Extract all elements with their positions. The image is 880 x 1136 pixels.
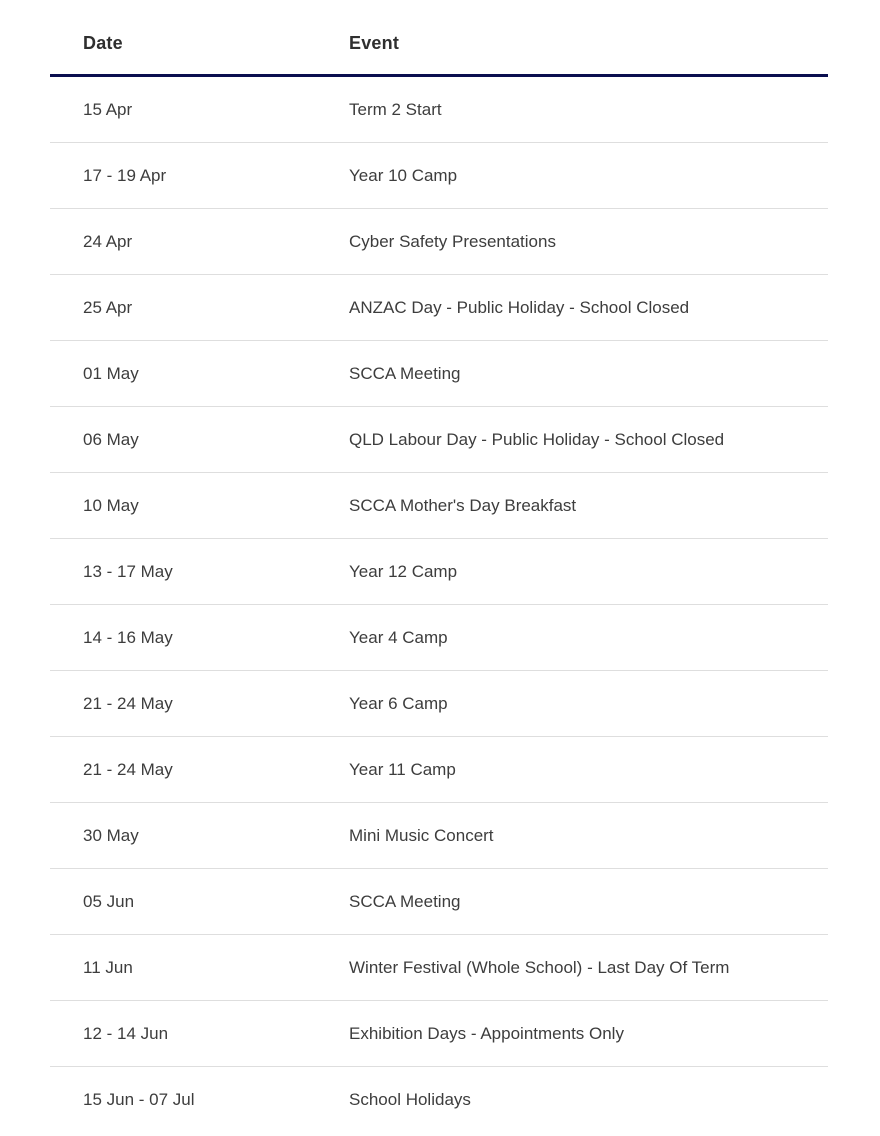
date-cell: 14 - 16 May bbox=[83, 627, 173, 647]
event-cell: Winter Festival (Whole School) - Last Day Of Term bbox=[349, 957, 730, 977]
table-row bbox=[50, 869, 828, 935]
event-cell: Cyber Safety Presentations bbox=[349, 231, 556, 251]
column-header-event: Event bbox=[349, 32, 400, 53]
date-cell: 21 - 24 May bbox=[83, 759, 173, 779]
event-cell: SCCA Mother's Day Breakfast bbox=[349, 495, 577, 515]
date-cell: 13 - 17 May bbox=[83, 561, 173, 581]
table-row bbox=[50, 407, 828, 473]
event-cell: SCCA Meeting bbox=[349, 363, 461, 383]
table-header-row bbox=[50, 0, 828, 77]
event-cell: Year 6 Camp bbox=[349, 693, 448, 713]
event-cell: Year 12 Camp bbox=[349, 561, 458, 581]
table-row bbox=[50, 143, 828, 209]
table-row bbox=[50, 77, 828, 143]
date-cell: 01 May bbox=[83, 363, 139, 383]
event-cell: QLD Labour Day - Public Holiday - School Closed bbox=[349, 429, 725, 449]
table-row bbox=[50, 275, 828, 341]
table-body bbox=[50, 77, 828, 1133]
table-row bbox=[50, 671, 828, 737]
table-row bbox=[50, 1067, 828, 1133]
date-cell: 15 Apr bbox=[83, 99, 133, 119]
date-cell: 17 - 19 Apr bbox=[83, 165, 167, 185]
event-cell: ANZAC Day - Public Holiday - School Closed bbox=[349, 297, 690, 317]
date-cell: 05 Jun bbox=[83, 891, 135, 911]
table-row bbox=[50, 935, 828, 1001]
date-cell: 24 Apr bbox=[83, 231, 133, 251]
date-cell: 06 May bbox=[83, 429, 139, 449]
table-row bbox=[50, 473, 828, 539]
table-row bbox=[50, 341, 828, 407]
date-cell: 11 Jun bbox=[83, 957, 133, 977]
date-cell: 30 May bbox=[83, 825, 139, 845]
table-row bbox=[50, 605, 828, 671]
event-cell: Exhibition Days - Appointments Only bbox=[349, 1023, 624, 1043]
event-cell: Year 10 Camp bbox=[349, 165, 458, 185]
event-cell: Year 11 Camp bbox=[349, 759, 456, 779]
date-cell: 25 Apr bbox=[83, 297, 133, 317]
event-cell: SCCA Meeting bbox=[349, 891, 461, 911]
table-row bbox=[50, 539, 828, 605]
events-table bbox=[50, 0, 828, 1133]
table-row bbox=[50, 209, 828, 275]
event-cell: School Holidays bbox=[349, 1090, 471, 1109]
event-cell: Term 2 Start bbox=[349, 99, 442, 119]
date-cell: 21 - 24 May bbox=[83, 693, 173, 713]
event-cell: Mini Music Concert bbox=[349, 825, 494, 845]
date-cell: 12 - 14 Jun bbox=[83, 1023, 169, 1043]
date-cell: 10 May bbox=[83, 495, 139, 515]
date-cell: 15 Jun - 07 Jul bbox=[83, 1090, 195, 1109]
table-row bbox=[50, 803, 828, 869]
event-cell: Year 4 Camp bbox=[349, 627, 448, 647]
table-row bbox=[50, 737, 828, 803]
column-header-date: Date bbox=[83, 32, 123, 53]
table-row bbox=[50, 1001, 828, 1067]
